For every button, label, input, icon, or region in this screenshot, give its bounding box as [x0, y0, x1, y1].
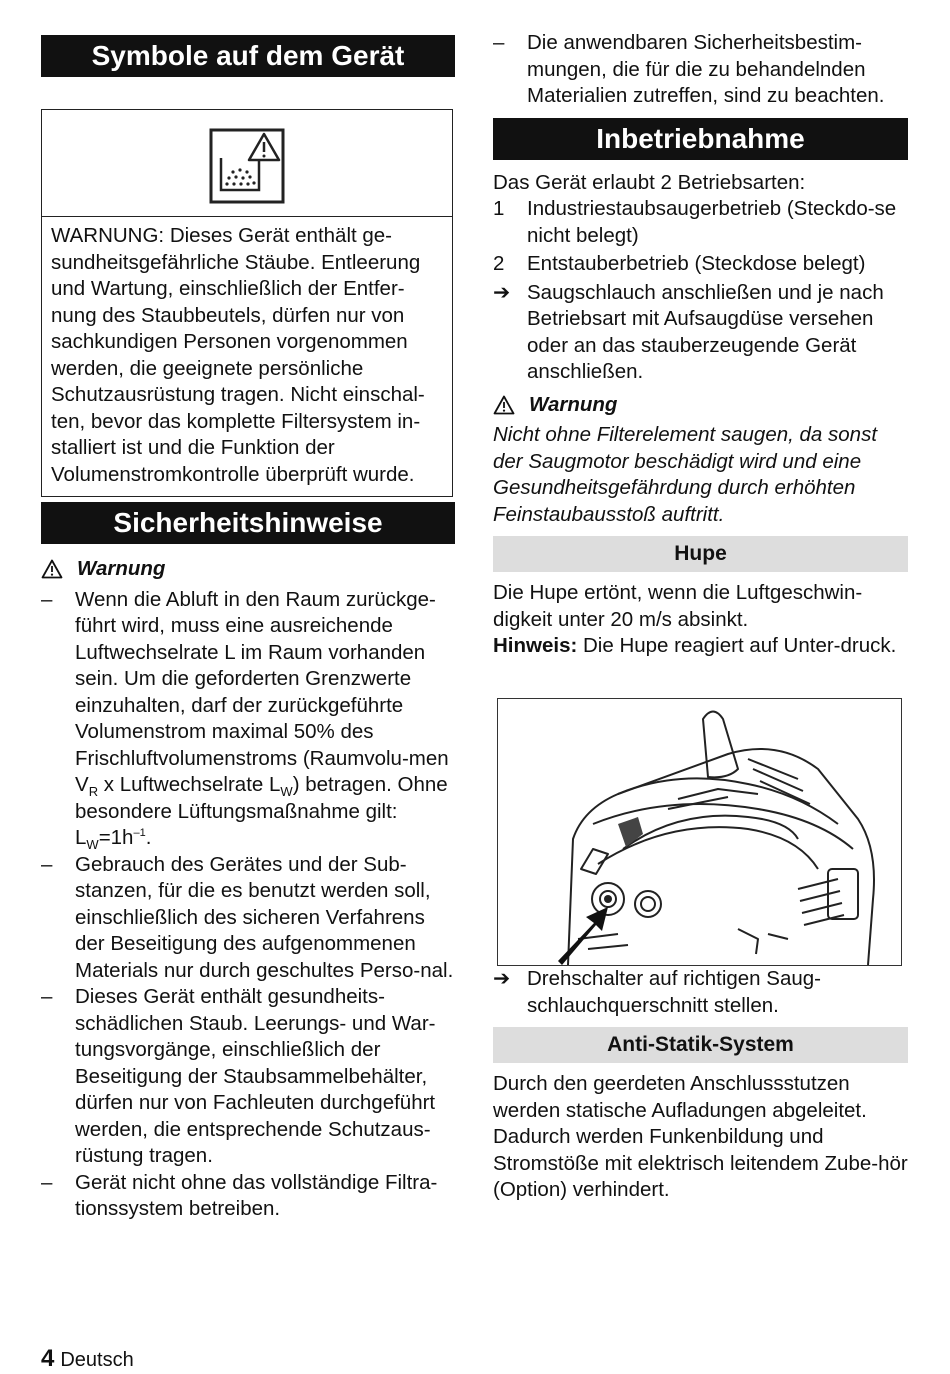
step-item — [493, 280, 908, 386]
list-item — [493, 30, 908, 110]
mode-number: 1 — [493, 197, 505, 220]
modes-intro: Das Gerät erlaubt 2 Betriebsarten: — [493, 170, 806, 194]
list-item — [41, 587, 455, 852]
list-item-text: Die anwendbaren Sicherheitsbestim-mungen, die für die zu behandelnden Materialien zutreffen, sind zu beachten. — [527, 31, 885, 107]
superscript: –1 — [133, 827, 146, 840]
subscript: R — [88, 784, 99, 800]
symbol-warning-text: WARNUNG: Dieses Gerät enthält ge-sundheitsgefährliche Stäube. Entleerung und Wartung, einschließlich der Entfer-nung des Staubbeutels, dürfen nur von sachkundigen Personen vorgenommen werden, die geeignete persönliche Schutzausrüstung tragen. Nicht einschal-ten, bevor das komplette Filtersystem in-stalliert ist und die Funktion der Volumenstromkontrolle überprüft wurde. — [51, 224, 425, 486]
vacuum-illustration-drawing — [498, 699, 901, 965]
warning-triangle-icon — [41, 559, 63, 579]
symbols-heading: Symbole auf dem Gerät — [41, 35, 455, 77]
text-fragment: ) betragen. Ohne besondere Lüftungsmaßnahme gilt: L — [75, 773, 448, 849]
warning-label: Warnung — [529, 392, 618, 416]
antistatic-text: Durch den geerdeten Anschlussstutzen werden statische Aufladungen abgeleitet. Dadurch werden Funkenbildung und Stromstöße mit elektrisch leitendem Zube-hör (Option) verhindert. — [493, 1072, 908, 1201]
warning-text: Nicht ohne Filterelement saugen, da sonst der Saugmotor beschädigt wird und eine Gesundheitsgefährdung durch erhöhten Feinstaubausstoß auftritt. — [493, 423, 878, 526]
text-fragment: Wenn die Abluft in den Raum zurückge-führt wird, muss eine ausreichende Luftwechselrate L im Raum vorhanden sein. Um die geforderten Grenzwerte einzuhalten, darf der zurückgeführte Volumenstrom maximal 50% des Frischluftvolumenstroms (Raumvolu-men V — [75, 587, 449, 796]
subscript: W — [280, 784, 293, 800]
text-fragment: x Luftwechselrate L — [98, 773, 281, 796]
arrow-icon: ➔ — [493, 967, 511, 990]
list-item-text — [75, 587, 455, 852]
vacuum-cleaner-rotary-switch-illustration — [497, 698, 902, 966]
antistatic-heading: Anti-Statik-System — [493, 1027, 908, 1063]
hazardous-dust-warning-icon — [209, 128, 285, 204]
safety-heading: Sicherheitshinweise — [41, 502, 455, 544]
right-column-lower — [493, 966, 908, 1204]
step-text: Saugschlauch anschließen und je nach Betriebsart mit Aufsaugdüse versehen oder an das stauberzeugende Gerät anschließen. — [527, 280, 884, 383]
safety-section — [41, 502, 455, 1223]
list-item — [41, 1170, 455, 1223]
dash-marker: – — [41, 985, 53, 1008]
mode-number: 2 — [493, 252, 505, 275]
text-fragment: . — [145, 826, 152, 849]
dash-marker: – — [41, 587, 53, 611]
warning-heading — [41, 556, 455, 583]
list-item-text: Dieses Gerät enthält gesundheits-schädlichen Staub. Leerungs- und War-tungsvorgänge, einschließlich der Beseitigung der Staubsammelbehälter, dürfen nur von Fachleuten durchgeführt werden, die entsprechende Schutzaus-rüstung tragen. — [75, 985, 436, 1167]
symbol-icon-area — [42, 110, 452, 217]
note-text: Die Hupe reagiert auf Unter-druck. — [577, 634, 897, 657]
dash-marker: – — [41, 852, 53, 876]
footer-language: Deutsch — [60, 1349, 134, 1371]
list-item — [41, 852, 455, 985]
warning-label: Warnung — [77, 557, 166, 580]
startup-heading: Inbetriebnahme — [493, 118, 908, 160]
horn-text: Die Hupe ertönt, wenn die Luftgeschwin-digkeit unter 20 m/s absinkt. — [493, 581, 863, 631]
mode-text: Entstauberbetrieb (Steckdose belegt) — [527, 252, 866, 275]
warning-triangle-icon — [493, 395, 515, 415]
dash-marker: – — [41, 1170, 53, 1194]
mode-item — [493, 196, 908, 249]
list-item — [41, 984, 455, 1170]
text-fragment: =1h — [98, 826, 134, 849]
list-item-text: Gebrauch des Gerätes und der Sub-stanzen, für die es benutzt werden soll, einschließlich des sicheren Verfahrens der Beseitigung des aufgenommenen Materials nur durch geschultes Perso-nal. — [75, 852, 454, 982]
note-label: Hinweis: — [493, 634, 578, 657]
subscript: W — [86, 837, 99, 853]
symbol-box — [41, 109, 453, 497]
page-number: 4 — [41, 1345, 55, 1372]
horn-heading: Hupe — [493, 536, 908, 572]
page-footer — [41, 1346, 134, 1374]
right-column — [493, 30, 908, 660]
mode-text: Industriestaubsaugerbetrieb (Steckdo-se nicht belegt) — [527, 197, 897, 247]
mode-item — [493, 251, 908, 278]
step-item — [493, 966, 908, 1019]
step-text: Drehschalter auf richtigen Saug-schlauchquerschnitt stellen. — [527, 967, 821, 1017]
list-item-text: Gerät nicht ohne das vollständige Filtra-tionssystem betreiben. — [75, 1170, 438, 1220]
dash-marker: – — [493, 31, 505, 54]
horn-note — [493, 633, 908, 660]
warning-heading — [493, 392, 908, 419]
arrow-icon: ➔ — [493, 280, 511, 304]
